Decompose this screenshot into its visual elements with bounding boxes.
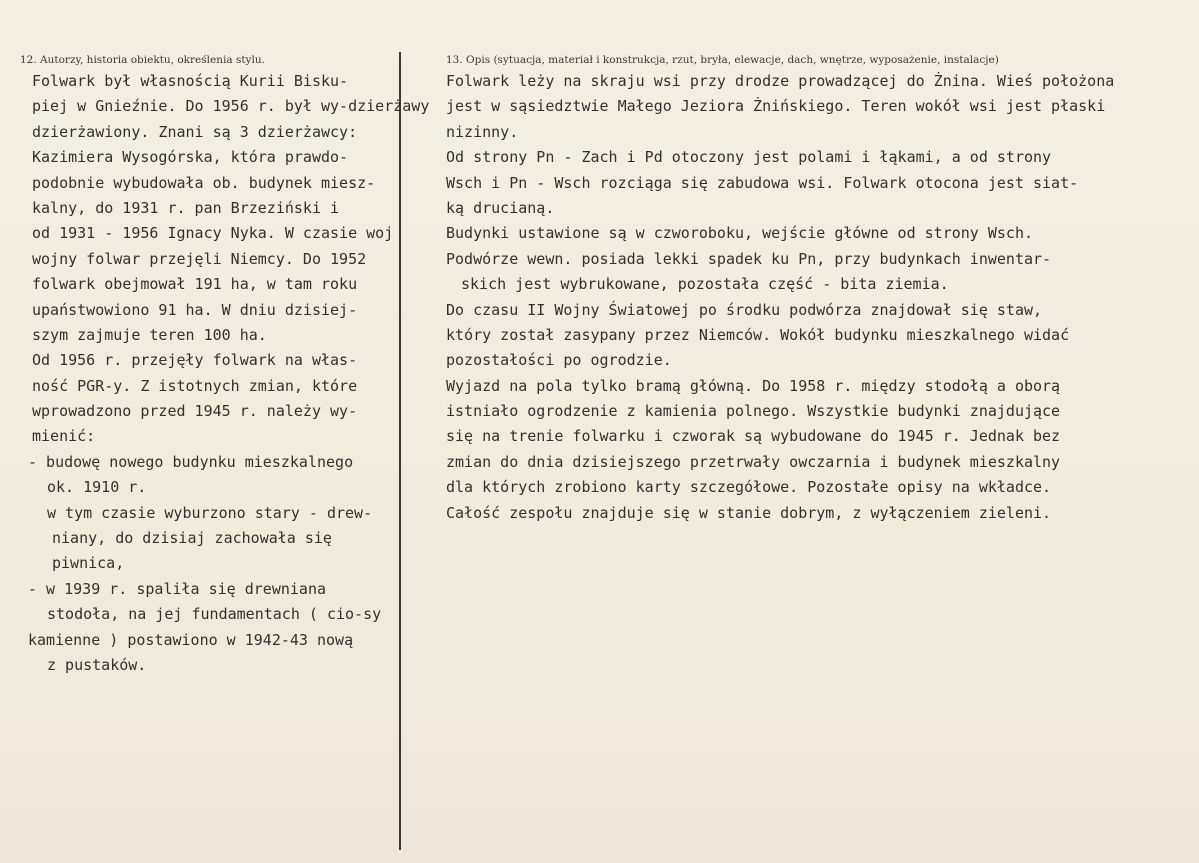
text-line: pozostałości po ogrodzie.: [446, 351, 672, 370]
text-line: Podwórze wewn. posiada lekki spadek ku Pn, przy budynkach inwentar-: [446, 249, 1052, 268]
text-line: Folwark był własnością Kurii Bisku-: [32, 72, 349, 90]
text-line: ką drucianą.: [446, 198, 555, 217]
text-line: Od strony Pn - Zach i Pd otoczony jest polami i łąkami, a od strony: [446, 148, 1052, 167]
text-line: stodoła, na jej fundamentach ( cio-sy: [47, 605, 382, 624]
text-line: Całość zespołu znajduje się w stanie dobrym, z wyłączeniem zieleni.: [446, 503, 1052, 522]
text-line: mienić:: [32, 427, 96, 446]
text-line: Od 1956 r. przejęły folwark na włas-: [32, 351, 358, 370]
text-line: jest w sąsiedztwie Małego Jeziora Żnińskiego. Teren wokół wsi jest płaski: [446, 97, 1106, 116]
text-line: istniało ogrodzenie z kamienia polnego. Wszystkie budynki znajdujące: [446, 402, 1061, 421]
text-line: wprowadzono przed 1945 r. należy wy-: [32, 402, 358, 421]
text-line: kamienne ) postawiono w 1942-43 nową: [28, 630, 354, 649]
text-line: Do czasu II Wojny Światowej po środku podwórza znajdował się staw,: [446, 300, 1043, 319]
text-line: się na trenie folwarku i czworak są wybudowane do 1945 r. Jednak bez: [446, 427, 1061, 446]
text-line: skich jest wybrukowane, pozostała część - bita ziemia.: [461, 275, 949, 294]
text-line: Wsch i Pn - Wsch rozciąga się zabudowa wsi. Folwark otocona jest siat-: [446, 173, 1079, 192]
list-item: - w 1939 r. spaliła się drewniana: [28, 579, 327, 598]
text-line: piwnica,: [52, 554, 125, 573]
text-line: ok. 1910 r.: [47, 478, 147, 497]
text-line: z pustaków.: [47, 655, 147, 674]
text-line: zmian do dnia dzisiejszego przetrwały owczarnia i budynek mieszkalny: [446, 452, 1061, 471]
section-12-text: [28, 69, 430, 678]
text-line: od 1931 - 1956 Ignacy Nyka. W czasie woj: [32, 224, 394, 243]
section-13-text: [446, 69, 1194, 526]
text-line: w tym czasie wyburzono stary - drew-: [47, 503, 373, 522]
text-line: Wyjazd na pola tylko bramą główną. Do 1958 r. między stodołą a oborą: [446, 376, 1061, 395]
text-line: upaństwowiono 91 ha. W dniu dzisiej-: [32, 300, 358, 319]
section-12-heading: 12. Autorzy, historia obiektu, określenia stylu.: [20, 54, 265, 66]
text-line: Budynki ustawione są w czworoboku, wejście główne od strony Wsch.: [446, 224, 1033, 243]
text-line: kalny, do 1931 r. pan Brzeziński i: [32, 198, 340, 217]
text-line: ność PGR-y. Z istotnych zmian, które: [32, 376, 358, 395]
text-line: dla których zrobiono karty szczegółowe. Pozostałe opisy na wkładce.: [446, 478, 1052, 497]
text-line: szym zajmuje teren 100 ha.: [32, 325, 267, 344]
text-line: Kazimiera Wysogórska, która prawdo-: [32, 148, 349, 167]
text-line: dzierżawiony. Znani są 3 dzierżawcy:: [32, 122, 358, 141]
text-line: podobnie wybudowała ob. budynek miesz-: [32, 173, 376, 192]
text-line: folwark obejmował 191 ha, w tam roku: [32, 275, 358, 294]
text-line: który został zasypany przez Niemców. Wokół budynku mieszkalnego widać: [446, 325, 1070, 344]
list-item: - budowę nowego budynku mieszkalnego: [28, 452, 354, 471]
text-line: niany, do dzisiaj zachowała się: [52, 529, 332, 548]
text-line: piej w Gnieźnie. Do 1956 r. był wy-dzierżawy: [32, 97, 430, 116]
text-line: Folwark leży na skraju wsi przy drodze prowadzącej do Żnina. Wieś położona: [446, 72, 1115, 90]
text-line: wojny folwar przejęli Niemcy. Do 1952: [32, 249, 367, 268]
section-13-heading: 13. Opis (sytuacja, materiał i konstrukcja, rzut, bryła, elewacje, dach, wnętrze, wyposażenie, instalacje): [446, 54, 999, 66]
text-line: nizinny.: [446, 122, 519, 141]
